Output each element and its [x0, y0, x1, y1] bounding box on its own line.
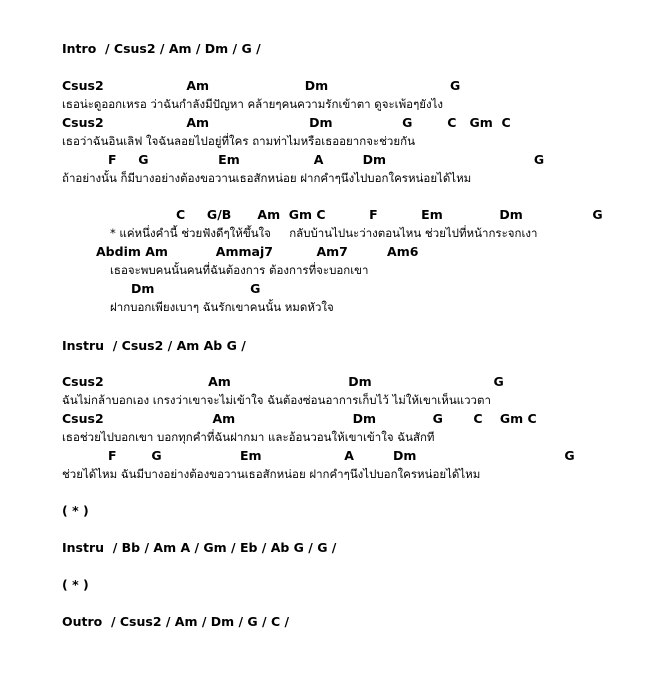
chorus-lyrics-2: เธอจะพบคนนั้นคนที่ฉันต้องการ ต้องการที่จะบอกเขา	[110, 263, 369, 277]
verse2-lyrics-1: ฉันไม่กล้าบอกเอง เกรงว่าเขาจะไม่เข้าใจ ฉันต้องซ่อนอาการเก็บไว้ ไม่ให้เขาเห็นแววตา	[62, 393, 491, 407]
chorus-chords-2: Abdim Am Ammaj7 Am7 Am6	[96, 244, 419, 259]
repeat-marker-2: ( * )	[62, 577, 89, 592]
verse2-lyrics-2: เธอช่วยไปบอกเขา บอกทุกคำที่ฉันฝากมา และอ้อนวอนให้เขาเข้าใจ ฉันสักที	[62, 430, 435, 444]
verse1-chords-1: Csus2 Am Dm G	[62, 78, 461, 93]
outro-line: Outro / Csus2 / Am / Dm / G / C /	[62, 614, 290, 629]
verse1-chords-3: F G Em A Dm G	[108, 152, 545, 167]
verse1-lyrics-3: ถ้าอย่างนั้น ก็มีบางอย่างต้องขอวานเธอสักหน่อย ฝากคำๆนึงไปบอกใครหน่อยได้ไหม	[62, 171, 472, 185]
chorus-lyrics-1: * แค่หนึ่งคำนี้ ช่วยฟังดีๆให้ขึ้นใจ กลับบ้านไปนะว่างตอนไหน ช่วยไปที่หน้ากระจกเงา	[110, 226, 538, 240]
chorus-chords-1: C G/B Am Gm C F Em Dm G	[176, 207, 603, 222]
verse1-lyrics-2: เธอว่าฉันอินเลิฟ ใจฉันลอยไปอยู่ที่ใคร ถามท่าไมหรือเธออยากจะช่วยกัน	[62, 134, 415, 148]
verse2-chords-3: F G Em A Dm G	[108, 448, 575, 463]
repeat-marker-1: ( * )	[62, 503, 89, 518]
intro-line: Intro / Csus2 / Am / Dm / G /	[62, 41, 261, 56]
instru-line-1: Instru / Csus2 / Am Ab G /	[62, 338, 246, 353]
verse2-chords-1: Csus2 Am Dm G	[62, 374, 504, 389]
instru-line-2: Instru / Bb / Am A / Gm / Eb / Ab G / G /	[62, 540, 337, 555]
verse1-chords-2: Csus2 Am Dm G C Gm C	[62, 115, 511, 130]
chorus-lyrics-3: ฝากบอกเพียงเบาๆ ฉันรักเขาคนนั้น หมดหัวใจ	[110, 300, 334, 314]
verse1-lyrics-1: เธอน่ะดูออกเหรอ ว่าฉันกำลังมีปัญหา คล้ายๆคนความรักเข้าตา ดูจะเพ้อๆยังไง	[62, 97, 444, 111]
verse2-chords-2: Csus2 Am Dm G C Gm C	[62, 411, 537, 426]
verse2-lyrics-3: ช่วยได้ไหม ฉันมีบางอย่างต้องขอวานเธอสักหน่อย ฝากคำๆนึงไปบอกใครหน่อยได้ไหม	[62, 467, 481, 481]
chorus-chords-3: Dm G	[131, 281, 261, 296]
